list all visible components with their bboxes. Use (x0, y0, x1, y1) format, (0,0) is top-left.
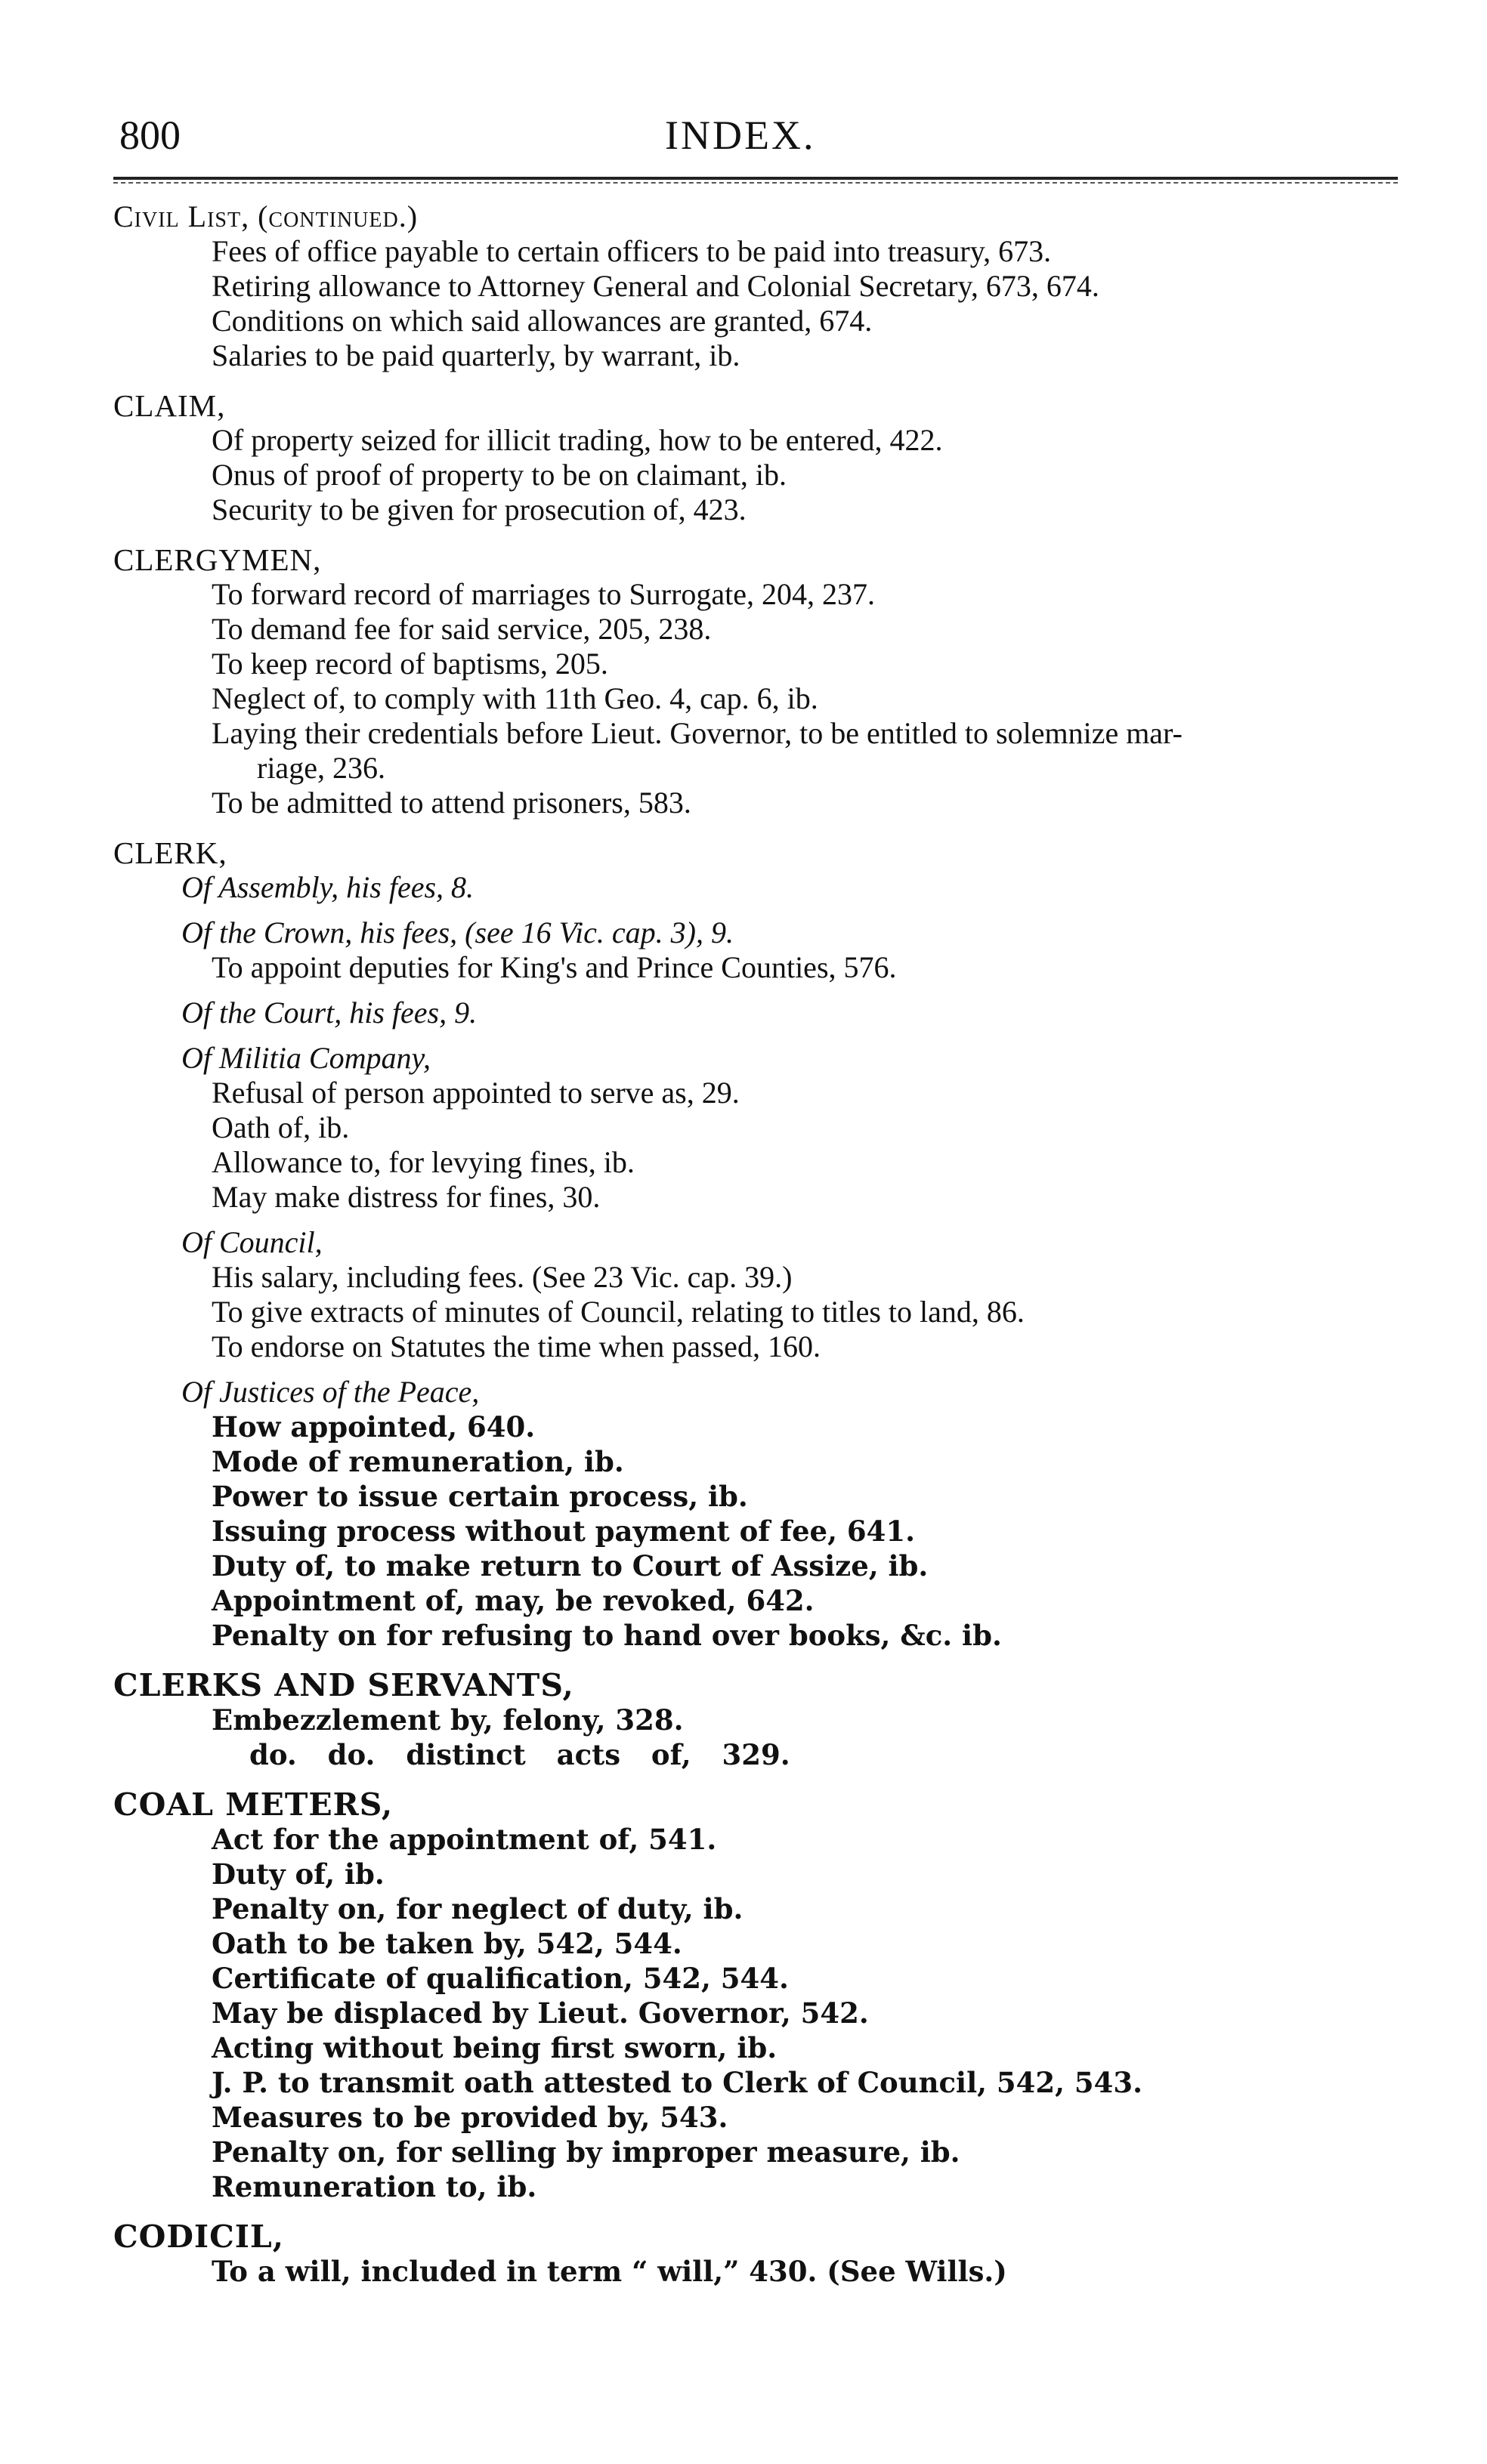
entry-line: To give extracts of minutes of Council, relating to titles to land, 86. (212, 1295, 1025, 1329)
entry-line: do. do. distinct acts of, 329. (249, 1738, 790, 1771)
entry-line: May make distress for fines, 30. (212, 1180, 601, 1214)
entry-line: Mode of remuneration, ib. (212, 1445, 624, 1478)
entry-heading: CLERGYMEN, (113, 542, 322, 577)
subentry-group (113, 1041, 1398, 1215)
entry-line: Act for the appointment of, 541. (212, 1823, 717, 1856)
entry-clergymen (113, 542, 1398, 820)
entry-line: Certificate of qualification, 542, 544. (212, 1962, 789, 1995)
page-number: 800 (119, 113, 181, 158)
entry-line: Embezzlement by, felony, 328. (212, 1703, 684, 1737)
entry-line: Refusal of person appointed to serve as, 29. (212, 1076, 740, 1110)
index-page (113, 112, 1398, 2288)
entry-line: How appointed, 640. (212, 1410, 536, 1444)
entry-line: Remuneration to, ib. (212, 2170, 537, 2203)
entry-line: Penalty on, for selling by improper measure, ib. (212, 2135, 960, 2169)
subentry-group (113, 1225, 1398, 1364)
entry-line: Laying their credentials before Lieut. Governor, to be entitled to solemnize mar- (212, 716, 1182, 750)
entry-heading: CLERK, (113, 835, 227, 870)
entry-line: To keep record of baptisms, 205. (212, 647, 608, 681)
entry-line: Neglect of, to comply with 11th Geo. 4, cap. 6, ib. (212, 681, 818, 715)
subentry-title: Of the Crown, his fees, (see 16 Vic. cap. 3), 9. (181, 916, 734, 949)
entry-line: To appoint deputies for King's and Prince Counties, 576. (212, 950, 897, 984)
page-header (113, 112, 1398, 172)
entry-line: Appointment of, may, be revoked, 642. (212, 1584, 815, 1617)
entry-clerks-and-servants (113, 1668, 1398, 1772)
entry-line: Measures to be provided by, 543. (212, 2101, 728, 2134)
entry-codicil (113, 2219, 1398, 2289)
entry-line: To demand fee for said service, 205, 238. (212, 612, 712, 646)
subentry-title: Of Council, (181, 1225, 323, 1259)
entry-line: J. P. to transmit oath attested to Clerk of Council, 542, 543. (212, 2066, 1143, 2099)
entry-line: Onus of proof of property to be on claimant, ib. (212, 458, 787, 492)
entry-heading: COAL METERS, (113, 1786, 394, 1823)
entry-line-continuation: riage, 236. (257, 751, 385, 785)
subentry-title: Of the Court, his fees, 9. (181, 996, 478, 1030)
subentry-group (113, 1375, 1398, 1653)
entry-clerk (113, 835, 1398, 1653)
entry-heading: Civil List, (continued.) (113, 199, 419, 233)
entry-line: To forward record of marriages to Surrogate, 204, 237. (212, 577, 876, 611)
entry-line: Penalty on for refusing to hand over books, &c. ib. (212, 1619, 1002, 1652)
entry-line: Duty of, ib. (212, 1857, 385, 1891)
subentry-title: Of Justices of the Peace, (181, 1375, 480, 1409)
entry-line: To endorse on Statutes the time when passed, 160. (212, 1329, 821, 1363)
subentry-group (113, 870, 1398, 905)
entry-line: Acting without being first sworn, ib. (212, 2031, 778, 2064)
entry-line: Security to be given for prosecution of, 423. (212, 492, 747, 526)
entry-line: Oath to be taken by, 542, 544. (212, 1927, 682, 1960)
subentry-group (113, 916, 1398, 985)
subentry-group (113, 996, 1398, 1030)
entry-line: Allowance to, for levying fines, ib. (212, 1145, 635, 1179)
entry-line: His salary, including fees. (See 23 Vic. cap. 39.) (212, 1260, 793, 1294)
entry-line: Of property seized for illicit trading, how to be entered, 422. (212, 423, 943, 457)
entry-coal-meters (113, 1787, 1398, 2204)
entry-line: To a will, included in term “ will,” 430. (See Wills.) (212, 2255, 1007, 2288)
entry-line: Issuing process without payment of fee, 641. (212, 1515, 915, 1548)
entry-line: Conditions on which said allowances are granted, 674. (212, 304, 873, 338)
entry-line: Retiring allowance to Attorney General and Colonial Secretary, 673, 674. (212, 269, 1099, 303)
entry-line: To be admitted to attend prisoners, 583. (212, 786, 691, 820)
entry-line: Penalty on, for neglect of duty, ib. (212, 1892, 744, 1925)
entry-heading: CLAIM, (113, 388, 226, 423)
index-body (113, 199, 1398, 2304)
entry-civil-list (113, 199, 1398, 373)
entry-line: Fees of office payable to certain officers to be paid into treasury, 673. (212, 234, 1052, 268)
entry-line: May be displaced by Lieut. Governor, 542. (212, 1996, 869, 2030)
entry-line: Salaries to be paid quarterly, by warrant, ib. (212, 338, 740, 372)
header-rule (113, 177, 1398, 180)
entry-line: Duty of, to make return to Court of Assize, ib. (212, 1549, 929, 1582)
entry-claim (113, 388, 1398, 527)
entry-line: Oath of, ib. (212, 1110, 350, 1144)
subentry-title: Of Militia Company, (181, 1041, 431, 1075)
subentry-title: Of Assembly, his fees, 8. (181, 870, 475, 904)
entry-heading: CLERKS AND SERVANTS, (113, 1667, 574, 1703)
entry-line: Power to issue certain process, ib. (212, 1480, 748, 1513)
running-title: INDEX. (665, 113, 816, 158)
entry-heading: CODICIL, (113, 2219, 284, 2255)
